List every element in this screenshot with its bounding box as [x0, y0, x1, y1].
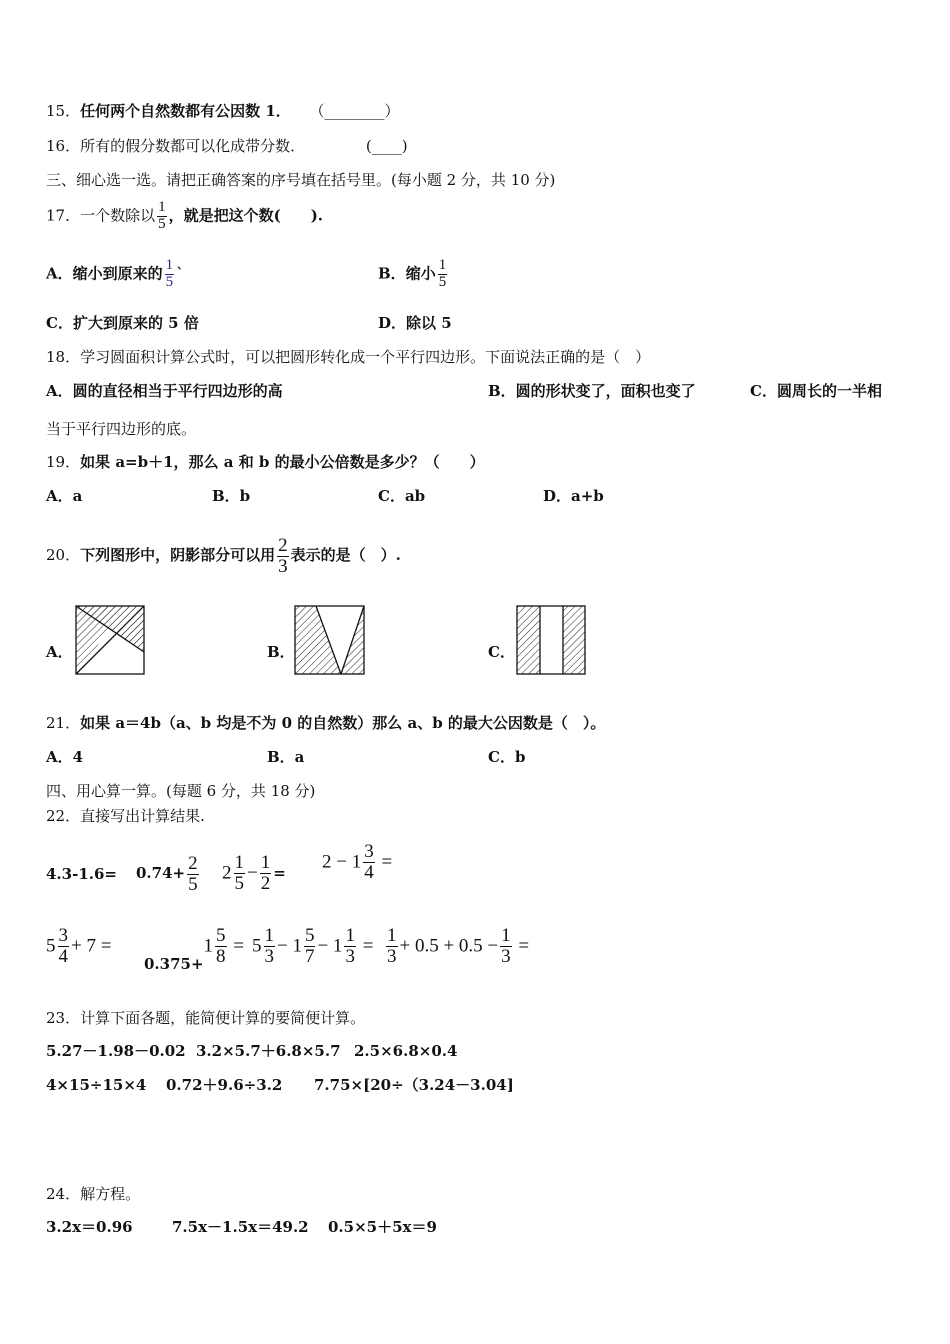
calc-1: 5.27－1.98－0.02 — [46, 1042, 186, 1060]
calc-5: 0.72＋9.6÷3.2 — [166, 1076, 283, 1094]
calc-6: 7.75×[20÷（3.24－3.04] — [314, 1076, 514, 1094]
question-19: 19．如果 a=b＋1，那么 a 和 b 的最小公倍数是多少？（ ） — [46, 453, 485, 471]
q19-option-b: B．b — [212, 487, 251, 505]
q21-option-b: B．a — [267, 748, 305, 766]
q20-label-c: C． — [488, 643, 515, 661]
expr-1: 4.3-1.6= — [46, 865, 117, 883]
q19-option-d: D．a+b — [543, 487, 604, 505]
calc-3: 2.5×6.8×0.4 — [354, 1042, 458, 1060]
q19-option-c: C．ab — [378, 487, 426, 505]
question-24: 24．解方程。 — [46, 1185, 141, 1203]
q18-option-b: B．圆的形状变了，面积也变了 — [488, 382, 696, 400]
question-15: 15．任何两个自然数都有公因数 1． （________） — [46, 102, 400, 120]
fraction: $\frac{1}{5}$ — [438, 257, 447, 290]
q20-label-a: A． — [46, 643, 73, 661]
expr-5: 5 $\frac{3}{4}$ + 7 = — [46, 925, 112, 968]
expr-4: 2 − 1 $\frac{3}{4}$ = — [322, 841, 393, 884]
equation-3: 0.5×5＋5x＝9 — [328, 1218, 437, 1236]
q17-option-b: B．缩小 $\frac{1}{5}$ — [378, 257, 447, 290]
question-21: 21．如果 a＝4b（a、b 均是不为 0 的自然数）那么 a、b 的最大公因数是（ ）。 — [46, 714, 606, 732]
figure-b — [295, 606, 364, 674]
fraction: $\frac{2}{3}$ — [278, 534, 288, 577]
q18-option-c: C．圆周长的一半相 — [750, 382, 882, 400]
fraction: $\frac{1}{5}$ — [158, 199, 166, 232]
q17-option-c: C．扩大到原来的 5 倍 — [46, 314, 199, 332]
q19-option-a: A．a — [46, 487, 83, 505]
question-18: 18．学习圆面积计算公式时，可以把圆形转化成一个平行四边形。下面说法正确的是（ ） — [46, 348, 651, 366]
calc-2: 3.2×5.7＋6.8×5.7 — [196, 1042, 341, 1060]
question-22: 22．直接写出计算结果. — [46, 807, 205, 825]
q21-option-a: A．4 — [46, 748, 84, 766]
q17-option-d: D．除以 5 — [378, 314, 452, 332]
equation-1: 3.2x＝0.96 — [46, 1218, 133, 1236]
fraction: $\frac{1}{5}$ — [165, 257, 174, 290]
expr-3: 2 $\frac{1}{5}$ − $\frac{1}{2}$ = — [222, 852, 286, 895]
q21-option-c: C．b — [488, 748, 526, 766]
question-20: 20．下列图形中，阴影部分可以用 $\frac{2}{3}$ 表示的是（ ）. — [46, 534, 401, 577]
question-16: 16．所有的假分数都可以化成带分数． (____) — [46, 137, 408, 155]
expr-8: $\frac{1}{3}$ + 0.5 + 0.5 − $\frac{1}{3}$ = — [387, 925, 530, 968]
question-23: 23．计算下面各题，能简便计算的要简便计算。 — [46, 1009, 366, 1027]
q17-option-a: A．缩小到原来的 $\frac{1}{5}$ ` — [46, 257, 184, 290]
question-17: 17．一个数除以 $\frac{1}{5}$ ，就是把这个数( ). — [46, 199, 324, 232]
expr-7: 5 $\frac{1}{3}$ − 1 $\frac{5}{7}$ − 1 $\frac{1}{3}$ = — [252, 925, 374, 968]
section-3-heading: 三、细心选一选。请把正确答案的序号填在括号里。(每小题 2 分，共 10 分) — [46, 171, 556, 189]
equation-2: 7.5x－1.5x＝49.2 — [172, 1218, 309, 1236]
answer-blank: （________） — [309, 102, 400, 120]
q18-option-a: A．圆的直径相当于平行四边形的高 — [46, 382, 283, 400]
q18-option-c-continued: 当于平行四边形的底。 — [46, 420, 197, 438]
figure-a — [76, 606, 144, 674]
expr-2: 0.74+ $\frac{2}{5}$ — [136, 852, 198, 895]
figure-c — [517, 606, 585, 674]
answer-blank: (____) — [365, 137, 408, 155]
expr-6: 0.375+1 $\frac{5}{8}$ = — [144, 925, 245, 973]
calc-4: 4×15÷15×4 — [46, 1076, 147, 1094]
section-4-heading: 四、用心算一算。(每题 6 分，共 18 分) — [46, 782, 316, 800]
q20-label-b: B． — [267, 643, 295, 661]
